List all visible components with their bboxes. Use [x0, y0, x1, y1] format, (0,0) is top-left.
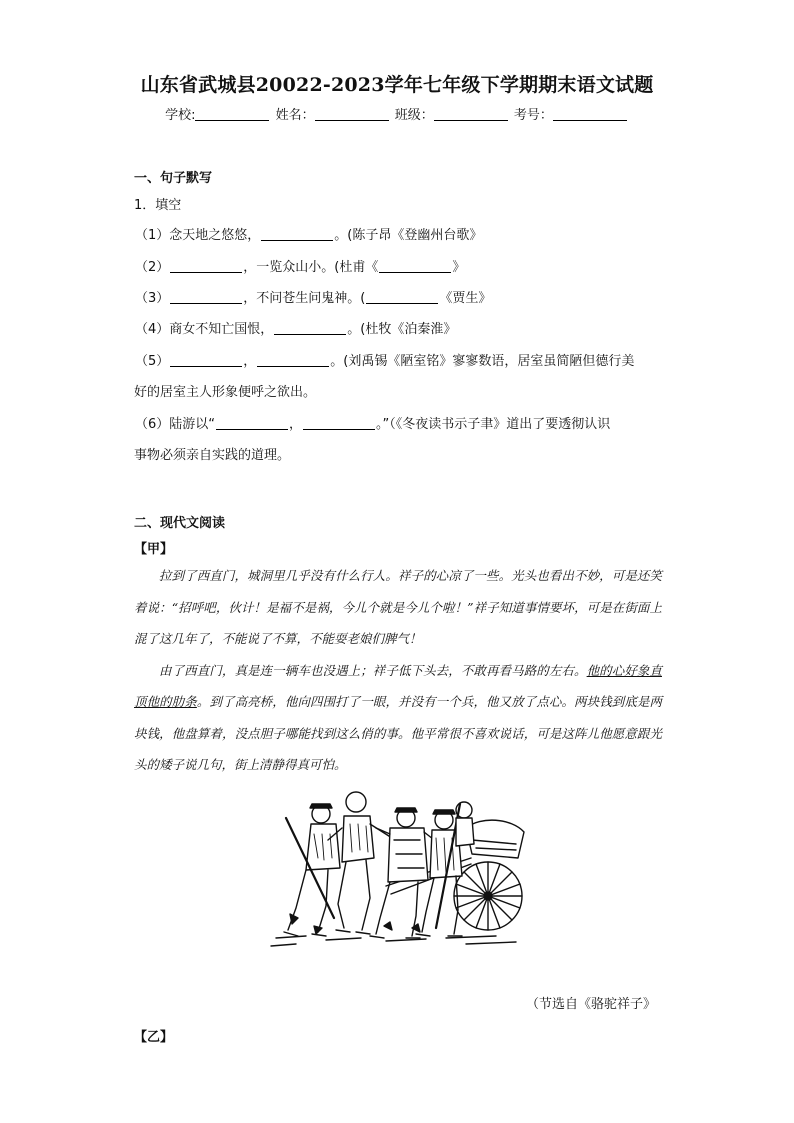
- answer-blank[interactable]: [170, 354, 242, 367]
- passage-b-label: 【乙】: [134, 1030, 174, 1045]
- class-blank[interactable]: [434, 108, 508, 121]
- section1-heading: 一、句子默写: [134, 171, 213, 186]
- answer-blank[interactable]: [257, 354, 329, 367]
- school-blank[interactable]: [195, 108, 269, 121]
- fill-item-5-continued: 好的居室主人形象便呼之欲出。: [134, 385, 317, 400]
- passage-a-text: [134, 560, 662, 781]
- answer-blank[interactable]: [274, 322, 346, 335]
- passage-paragraph-1: 拉到了西直门，城洞里几乎没有什么行人。祥子的心凉了一些。光头也看出不妙，可是还笑着说：“招呼吧，伙计！是福不是祸，今儿个就是今儿个啦！”祥子知道事情要坏，可是在街面上混了这几年了，不能说了不算，不能耍老娘们脾气！: [134, 568, 662, 646]
- student-info-row: [0, 104, 794, 123]
- fill-item-4: （4）商女不知亡国恨， 。(杜牧《泊秦淮》: [135, 322, 457, 337]
- number-blank[interactable]: [553, 108, 627, 121]
- name-label: 姓名：: [275, 108, 315, 123]
- answer-blank[interactable]: [303, 417, 375, 430]
- passage-a-label: 【甲】: [134, 542, 174, 557]
- fill-item-2: （2） ，一览众山小。(杜甫《 》: [135, 260, 466, 275]
- answer-blank[interactable]: [170, 291, 242, 304]
- answer-blank[interactable]: [261, 228, 333, 241]
- question-1-label: 1．填空: [134, 198, 182, 213]
- fill-item-3: （3） ，不问苍生问鬼神。( 《贾生》: [135, 291, 492, 306]
- passage-paragraph-2: 由了西直门，真是连一辆车也没遇上；祥子低下头去，不敢再看马路的左右。他的心好象直顶他的肋条。到了高亮桥，他向四围打了一眼，并没有一个兵，他又放了点心。两块钱到底是两块钱，他盘算着，没点胆子哪能找到这么俏的事。他平常很不喜欢说话，可是这阵儿他愿意跟光头的矮子说几句，街上清静得真可怕。: [134, 662, 662, 772]
- fill-item-1: （1）念天地之悠悠， 。(陈子昂《登幽州台歌》: [135, 228, 483, 243]
- number-label: 考号：: [513, 108, 553, 123]
- class-label: 班级：: [394, 108, 434, 123]
- fill-item-5: （5） ， 。(刘禹锡《陋室铭》寥寥数语，居室虽简陋但德行美: [135, 354, 635, 369]
- answer-blank[interactable]: [216, 417, 288, 430]
- underlined-sentence: 他的心好象直顶他的肋条: [134, 662, 662, 709]
- answer-blank[interactable]: [379, 260, 451, 273]
- exam-title: 山东省武城县20022-2023学年七年级下学期期末语文试题: [140, 74, 654, 96]
- fill-item-6-continued: 事物必须亲自实践的道理。: [134, 448, 291, 463]
- answer-blank[interactable]: [366, 291, 438, 304]
- answer-blank[interactable]: [170, 260, 242, 273]
- rickshaw-soldiers-illustration: [266, 788, 532, 956]
- passage-source: （节选自《骆驼祥子》: [525, 997, 656, 1012]
- school-label: 学校:: [165, 108, 196, 123]
- name-blank[interactable]: [315, 108, 389, 121]
- section2-heading: 二、现代文阅读: [134, 516, 226, 531]
- fill-item-6: （6）陆游以“ ， 。”（《冬夜读书示子聿》道出了要透彻认识: [135, 417, 611, 432]
